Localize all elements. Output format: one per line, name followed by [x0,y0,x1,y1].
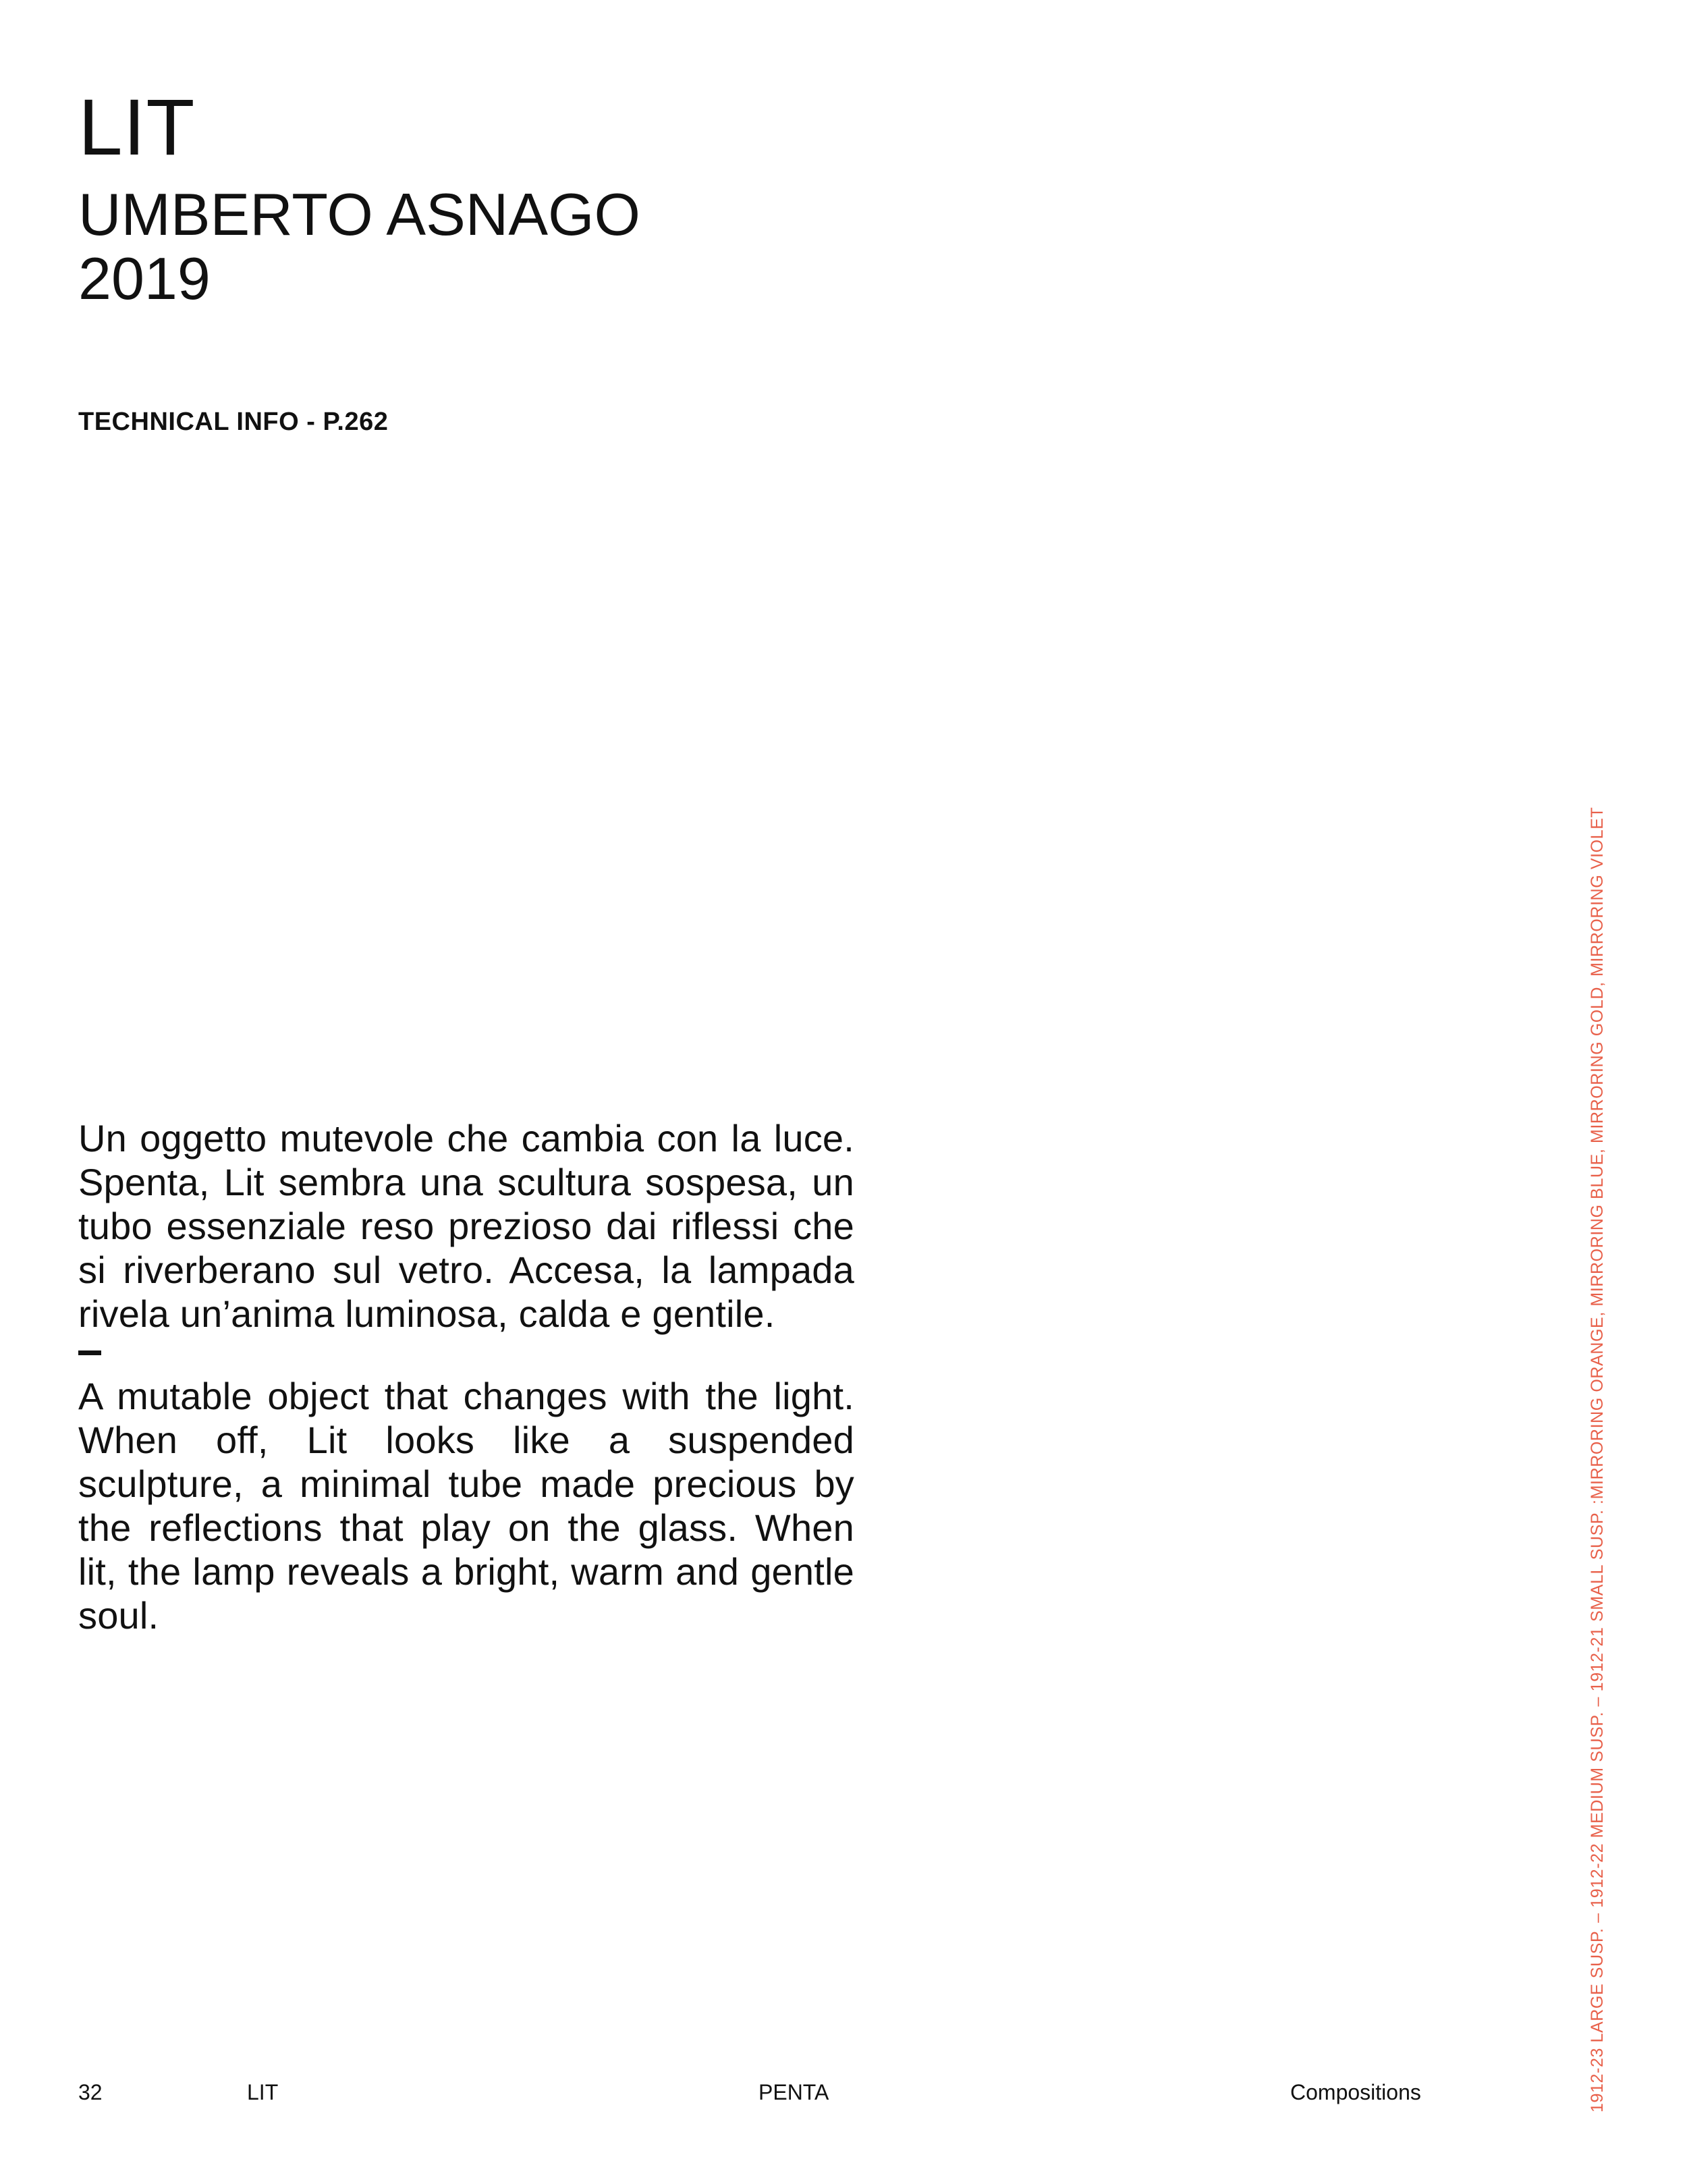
separator-dash [78,1350,101,1355]
technical-info-link[interactable]: TECHNICAL INFO - P.262 [78,408,389,436]
side-caption: 1912-23 LARGE SUSP. – 1912-22 MEDIUM SUSP. – 1912-21 SMALL SUSP. :MIRRORING ORANGE, MIRRORING BLUE, MIRRORING GOLD, MIRRORING VIOLET [1588,807,1607,2112]
description-english: A mutable object that changes with the light. When off, Lit looks like a suspended sculpture, a minimal tube made precious by the reflections that play on the glass. When lit, the lamp reveals a bright, warm and gentle soul. [78,1375,854,1637]
description [78,1116,854,1637]
description-italian: Un oggetto mutevole che cambia con la luce. Spenta, Lit sembra una scultura sospesa, un tubo essenziale reso prezioso dai riflessi che si riverberano sul vetro. Accesa, la lampada rivela un’anima luminosa, calda e gentile. [78,1117,854,1335]
footer-category: Compositions [1290,2080,1421,2104]
product-title: LIT [78,83,196,172]
designer-name: UMBERTO ASNAGO [78,181,640,248]
footer-brand: PENTA [758,2080,829,2104]
footer-page-number: 32 [78,2080,103,2104]
title-block [78,83,956,312]
footer-section: LIT [247,2080,279,2104]
design-year: 2019 [78,245,211,312]
